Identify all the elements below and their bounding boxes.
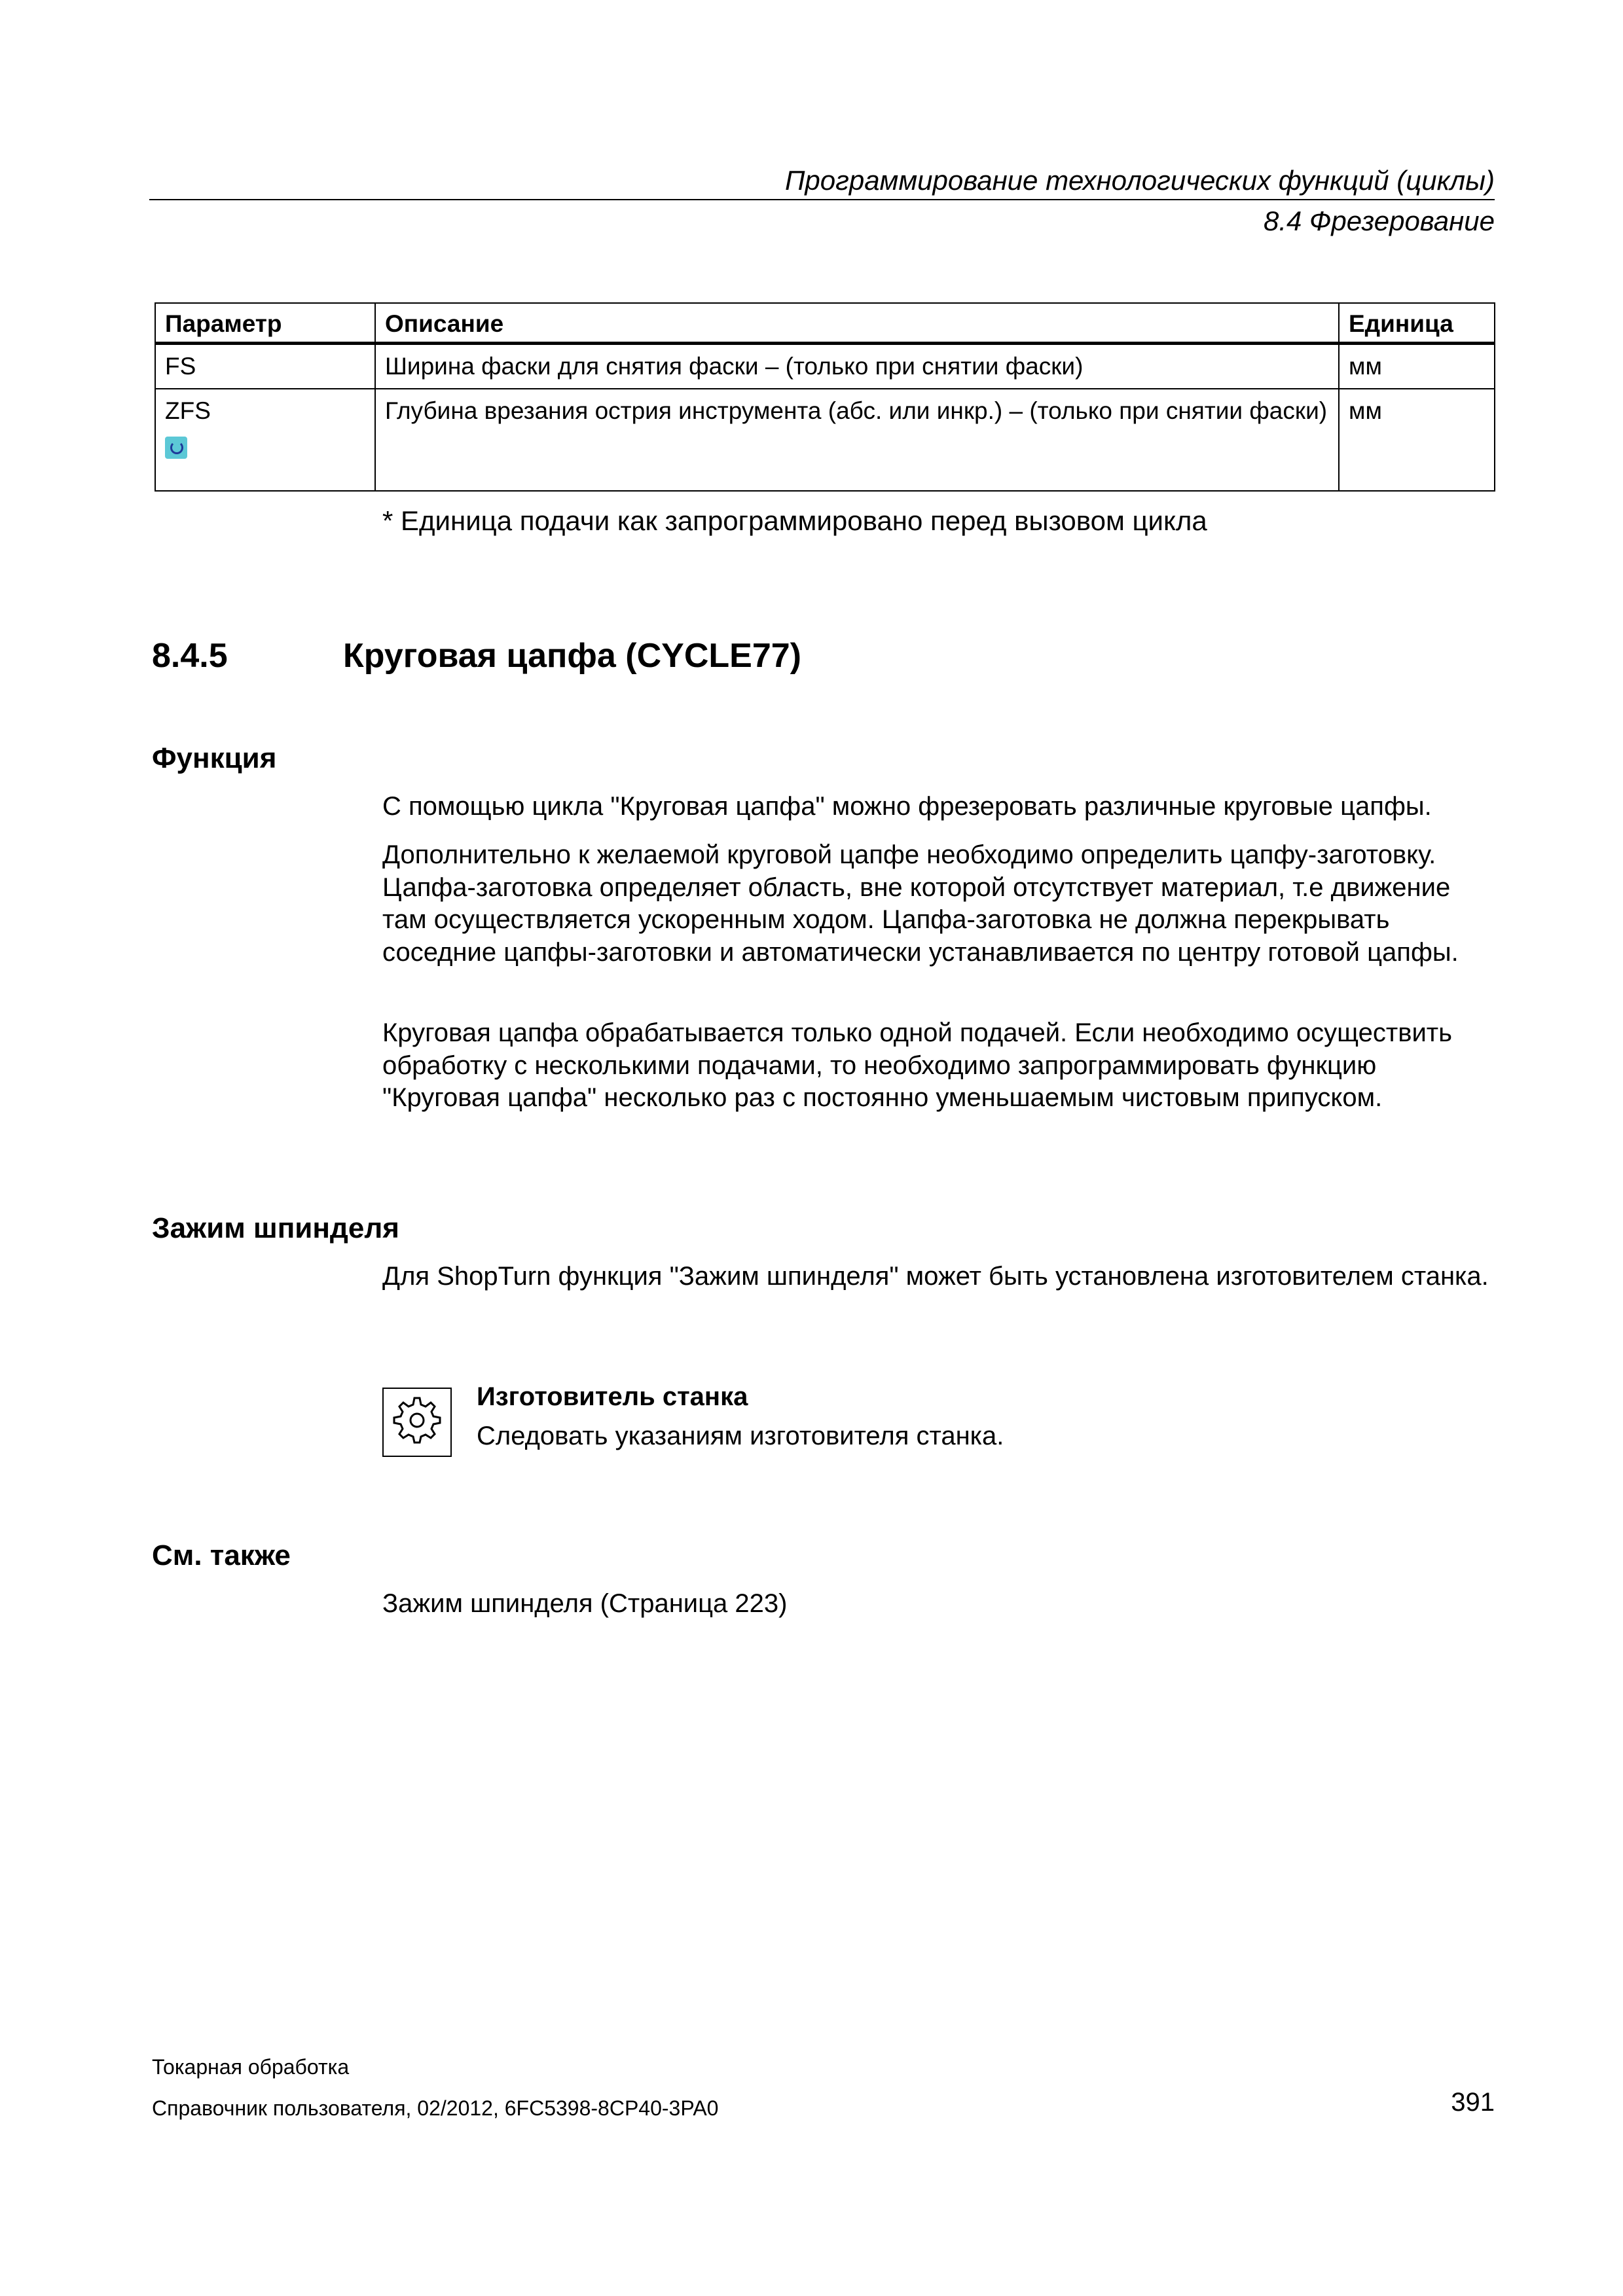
running-header-title: Программирование технологических функций (циклы) (784, 165, 1495, 196)
column-header-parameter: Параметр (155, 303, 375, 344)
function-paragraph: Дополнительно к желаемой круговой цапфе необходимо определить цапфу-заготовку. Цапфа-заготовка определяет область, вне которой отсутствует материал, т.е движение там осуществляется ускоренным ходом. Цапфа-заготовка не должна перекрывать соседние цапфы-заготовки и автоматически устанавливается по центру готовой цапфы. (382, 840, 1459, 967)
inc-abs-toggle-icon (165, 437, 187, 459)
parameter-table (155, 302, 1495, 492)
column-header-description: Описание (375, 303, 1339, 344)
footer-manual-info: Справочник пользователя, 02/2012, 6FC5398-8CP40-3PA0 (152, 2096, 719, 2120)
param-name: ZFS (165, 397, 211, 424)
param-cell: FS (155, 344, 375, 389)
table-row (155, 389, 1495, 491)
header-divider (149, 199, 1495, 200)
column-header-unit: Единица (1339, 303, 1495, 344)
function-heading: Функция (152, 742, 277, 774)
spindle-clamp-heading: Зажим шпинделя (152, 1212, 399, 1244)
description-cell: Ширина фаски для снятия фаски – (только при снятии фаски) (375, 344, 1339, 389)
running-header-subtitle: 8.4 Фрезерование (1263, 206, 1495, 236)
table-header-row (155, 303, 1495, 344)
function-paragraph: Круговая цапфа обрабатывается только одной подачей. Если необходимо осуществить обработку с несколькими подачами, то необходимо запрограммировать функцию "Круговая цапфа" несколько раз с постоянно уменьшаемым чистовым припуском. (382, 1018, 1452, 1112)
param-cell (155, 389, 375, 491)
manufacturer-note-text: Следовать указаниям изготовителя станка. (477, 1422, 1004, 1450)
section-number: 8.4.5 (152, 637, 228, 675)
gear-icon (382, 1388, 452, 1457)
table-row (155, 344, 1495, 389)
page-number: 391 (1451, 2088, 1495, 2117)
function-paragraph: С помощью цикла "Круговая цапфа" можно фрезеровать различные круговые цапфы. (382, 792, 1432, 821)
description-cell: Глубина врезания острия инструмента (абс. или инкр.) – (только при снятии фаски) (375, 389, 1339, 491)
see-also-heading: См. также (152, 1539, 291, 1571)
manufacturer-note-title: Изготовитель станка (477, 1382, 748, 1411)
section-title: Круговая цапфа (CYCLE77) (343, 637, 801, 675)
spindle-clamp-text: Для ShopTurn функция "Зажим шпинделя" может быть установлена изготовителем станка. (382, 1262, 1489, 1291)
see-also-link[interactable]: Зажим шпинделя (Страница 223) (382, 1589, 788, 1618)
unit-cell: мм (1339, 389, 1495, 491)
feed-unit-note: * Единица подачи как запрограммировано перед вызовом цикла (382, 505, 1207, 536)
footer-book-title: Токарная обработка (152, 2055, 350, 2079)
unit-cell: мм (1339, 344, 1495, 389)
